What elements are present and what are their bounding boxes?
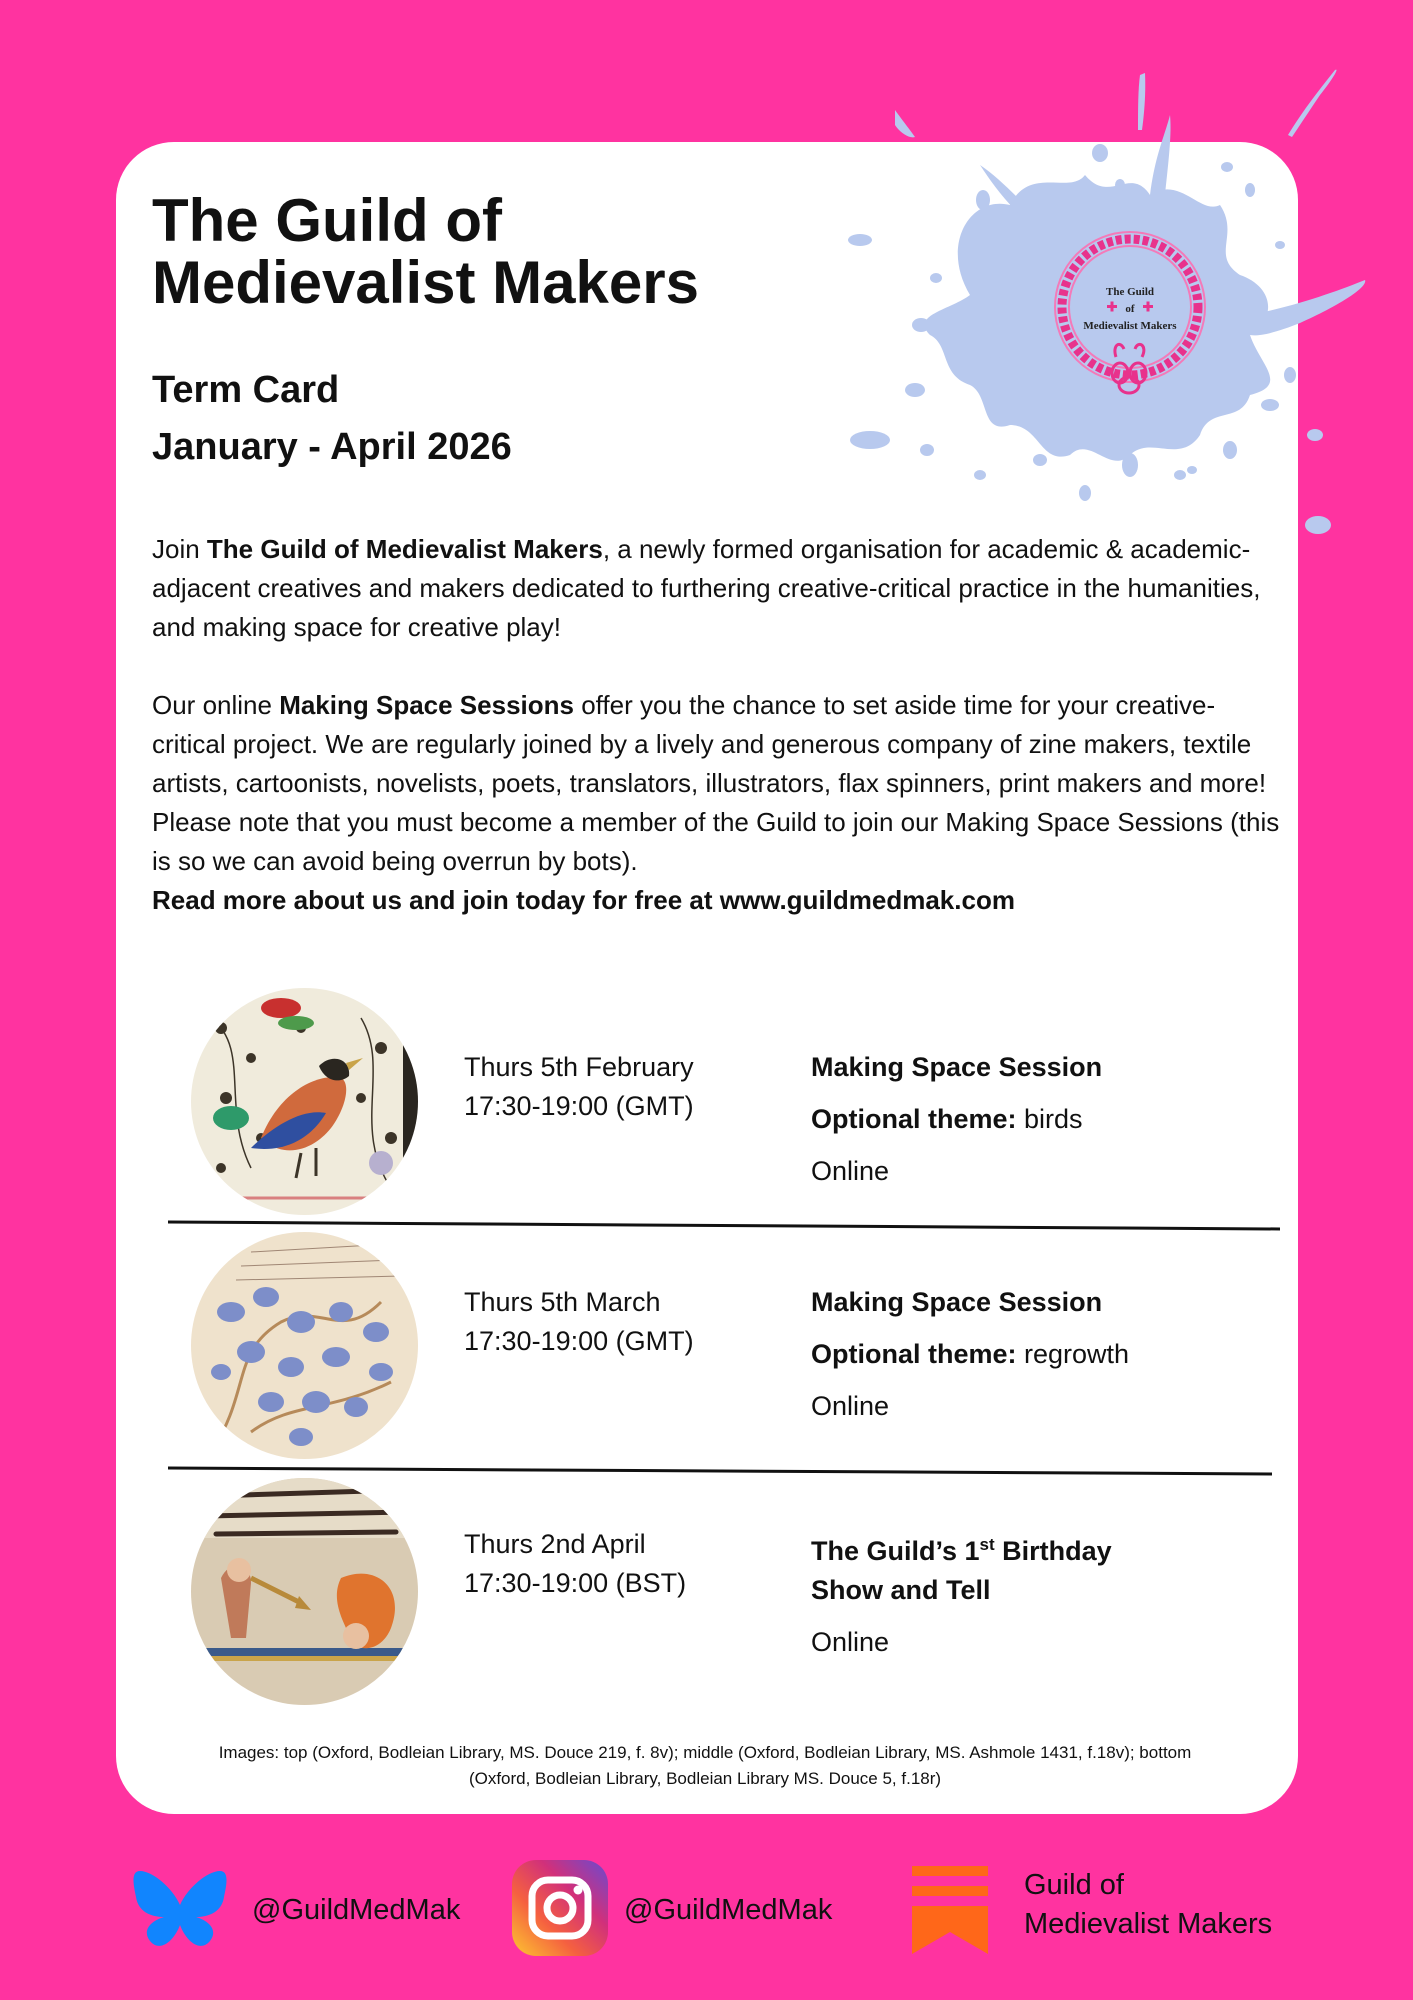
subtitle-line2: January - April 2026: [152, 426, 512, 468]
event-2-theme: [811, 1335, 1271, 1374]
instagram-icon: [512, 1860, 608, 1956]
event-1-theme-label: Optional theme:: [811, 1104, 1017, 1134]
instagram-link[interactable]: [512, 1860, 842, 1960]
event-2-title: Making Space Session: [811, 1287, 1103, 1317]
logo-text-line1: The Guild: [1106, 286, 1154, 298]
intro-paragraph-1: [152, 530, 1282, 647]
event-2-time: 17:30-19:00 (GMT): [464, 1326, 694, 1356]
bluesky-link[interactable]: [130, 1860, 460, 1960]
event-image-bird: [191, 988, 418, 1215]
event-2-location: Online: [811, 1391, 890, 1421]
logo-text-line2: of: [1125, 303, 1135, 315]
page-title: [152, 187, 699, 316]
intro-p1-bold: The Guild of Medievalist Makers: [206, 534, 603, 564]
event-1-time: 17:30-19:00 (GMT): [464, 1091, 694, 1121]
event-1-when: [464, 1048, 764, 1126]
event-image-leaves: [191, 1232, 418, 1459]
title-line2: Medievalist Makers: [152, 249, 699, 316]
event-3-details: [811, 1525, 1271, 1675]
event-2-date: Thurs 5th March: [464, 1287, 661, 1317]
divider: [168, 1462, 1283, 1478]
event-2-theme-label: Optional theme:: [811, 1339, 1017, 1369]
intro-p2-bold: Making Space Sessions: [279, 690, 574, 720]
event-image-trumpeter: [191, 1478, 418, 1705]
subtitle: [152, 362, 512, 476]
event-1-details: [811, 1048, 1271, 1204]
event-3-location: Online: [811, 1627, 890, 1657]
event-3-time: 17:30-19:00 (BST): [464, 1568, 687, 1598]
event-1-date: Thurs 5th February: [464, 1052, 694, 1082]
credits-line1: Images: top (Oxford, Bodleian Library, MS. Douce 219, f. 8v); middle (Oxford, Bodleian Library, MS. Ashmole 1431, f.18v); bottom: [218, 1743, 1192, 1762]
event-2-when: [464, 1283, 764, 1361]
event-3-title-b: Birthday: [994, 1536, 1112, 1566]
event-3-title-line2: Show and Tell: [811, 1575, 991, 1605]
intro-p1-pre: Join: [152, 534, 207, 564]
substack-label: [1024, 1866, 1272, 1944]
intro-p2-post: offer you the chance to set aside time for your creative-critical project. We are regularly joined by a lively and generous company of zine makers, textile artists, cartoonists, novelists, poets, translators, illustrators, flax spinners, print makers and more! Please note that you must become a member of the Guild to join our Making Space Sessions (this is so we can avoid being overrun by bots).: [152, 690, 1280, 876]
event-3-title-a: The Guild’s 1: [811, 1536, 980, 1566]
substack-link[interactable]: [910, 1860, 1290, 1960]
event-2-theme-value: regrowth: [1016, 1339, 1130, 1369]
event-3-date: Thurs 2nd April: [464, 1529, 646, 1559]
logo-splash: [820, 55, 1380, 555]
intro-text: [152, 530, 1282, 920]
subtitle-line1: Term Card: [152, 369, 340, 411]
intro-p2-pre: Our online: [152, 690, 280, 720]
intro-paragraph-2: [152, 686, 1282, 920]
butterfly-icon: [132, 1867, 228, 1953]
substack-icon: [910, 1864, 990, 1956]
intro-p1-post: , a newly formed organisation for academic & academic-adjacent creatives and makers dedicated to furthering creative-critical practice in the humanities, and making space for creative play!: [152, 534, 1261, 642]
bluesky-handle: @GuildMedMak: [252, 1894, 461, 1926]
logo-text-line3: Medievalist Makers: [1083, 320, 1177, 332]
event-1-location: Online: [811, 1156, 890, 1186]
event-3-title-sup: st: [979, 1535, 995, 1554]
event-1-theme-value: birds: [1016, 1104, 1083, 1134]
credits-line2: (Oxford, Bodleian Library, Bodleian Library MS. Douce 5, f.18r): [468, 1769, 942, 1788]
event-1-theme: [811, 1100, 1271, 1139]
divider: [168, 1216, 1283, 1232]
event-3-title: [811, 1525, 1271, 1571]
join-link-text[interactable]: Read more about us and join today for free at www.guildmedmak.com: [152, 885, 1015, 915]
substack-line2: Medievalist Makers: [1024, 1908, 1273, 1940]
event-3-when: [464, 1525, 764, 1603]
title-line1: The Guild of: [152, 187, 502, 254]
event-1-title: Making Space Session: [811, 1052, 1103, 1082]
instagram-handle: @GuildMedMak: [624, 1894, 833, 1926]
event-2-details: [811, 1283, 1271, 1439]
substack-line1: Guild of: [1024, 1869, 1124, 1901]
image-credits: [150, 1740, 1260, 1792]
